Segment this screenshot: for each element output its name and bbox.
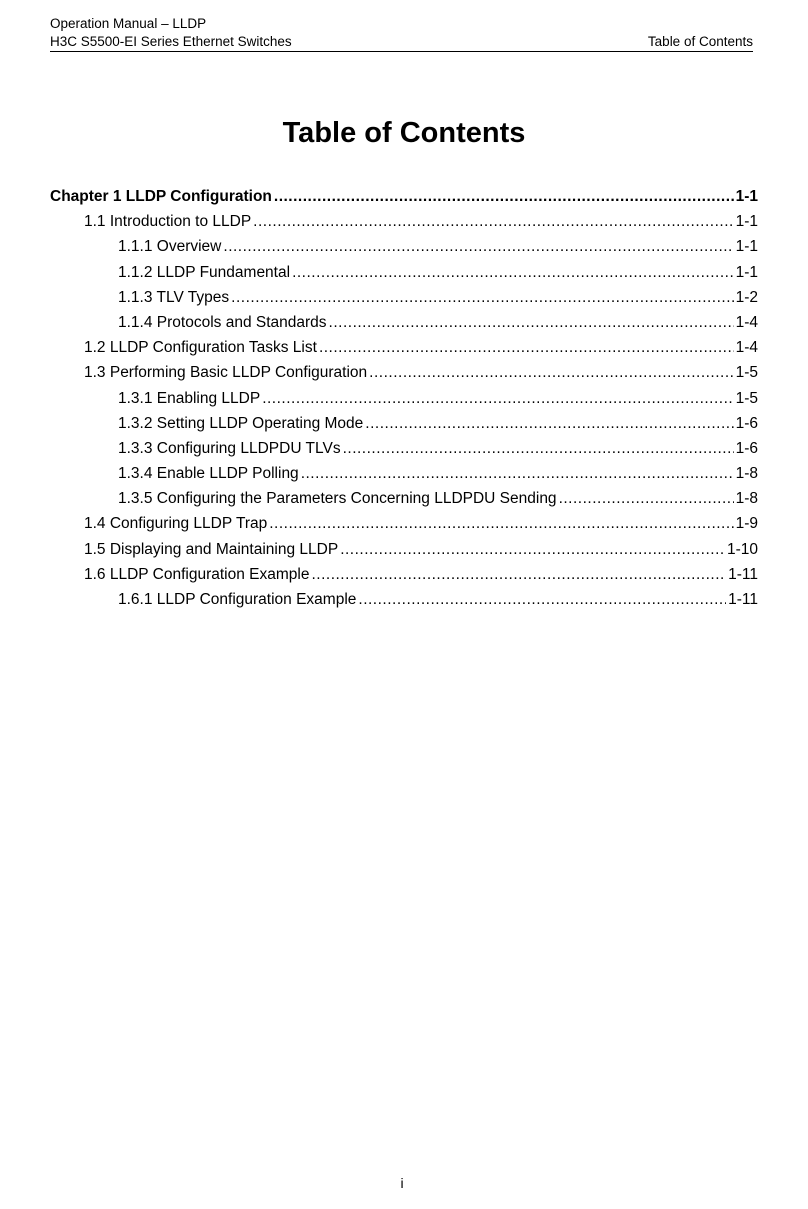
toc-dot-leader xyxy=(329,314,734,332)
toc-entry[interactable] xyxy=(50,238,758,263)
toc-entry[interactable] xyxy=(50,364,758,389)
toc-entry-label: 1.3.5 Configuring the Parameters Concerning LLDPDU Sending xyxy=(118,490,557,508)
header-section-name: Table of Contents xyxy=(647,34,753,49)
toc-dot-leader xyxy=(343,440,734,458)
toc-entry[interactable] xyxy=(50,213,758,238)
table-of-contents xyxy=(50,188,758,616)
toc-entry-page: 1-1 xyxy=(735,188,758,205)
toc-entry[interactable] xyxy=(50,264,758,289)
toc-dot-leader xyxy=(365,415,733,433)
toc-entry-page: 1-4 xyxy=(735,339,758,357)
toc-entry-page: 1-1 xyxy=(735,238,758,256)
toc-entry-page: 1-2 xyxy=(735,288,758,306)
page-header xyxy=(50,15,753,52)
toc-entry[interactable] xyxy=(50,465,758,490)
toc-entry-label: 1.1.3 TLV Types xyxy=(118,288,230,306)
toc-dot-leader xyxy=(223,238,733,256)
toc-entry-label: 1.3 Performing Basic LLDP Configuration xyxy=(84,364,368,382)
toc-entry-page: 1-6 xyxy=(735,414,758,432)
toc-dot-leader xyxy=(358,591,726,609)
toc-entry[interactable] xyxy=(50,591,758,616)
header-manual-title: Operation Manual – LLDP xyxy=(50,16,207,31)
toc-dot-leader xyxy=(301,465,734,483)
toc-entry[interactable] xyxy=(50,490,758,515)
toc-entry-label: 1.1.1 Overview xyxy=(118,238,222,256)
toc-entry[interactable] xyxy=(50,415,758,440)
toc-entry[interactable] xyxy=(50,188,758,213)
toc-entry-label: 1.6 LLDP Configuration Example xyxy=(84,565,310,583)
toc-entry[interactable] xyxy=(50,314,758,339)
toc-entry[interactable] xyxy=(50,339,758,364)
toc-entry-page: 1-10 xyxy=(726,540,758,558)
toc-entry[interactable] xyxy=(50,289,758,314)
toc-entry-label: 1.3.4 Enable LLDP Polling xyxy=(118,465,299,483)
toc-entry-page: 1-1 xyxy=(735,263,758,281)
toc-entry-label: 1.3.2 Setting LLDP Operating Mode xyxy=(118,414,364,432)
toc-dot-leader xyxy=(319,339,734,357)
toc-entry-page: 1-4 xyxy=(735,313,758,331)
toc-entry-label: 1.3.3 Configuring LLDPDU TLVs xyxy=(118,439,341,457)
toc-entry[interactable] xyxy=(50,515,758,540)
toc-entry-label: 1.3.1 Enabling LLDP xyxy=(118,389,261,407)
toc-entry-label: Chapter 1 LLDP Configuration xyxy=(50,188,272,205)
toc-entry-label: 1.2 LLDP Configuration Tasks List xyxy=(84,339,317,357)
toc-dot-leader xyxy=(274,188,734,206)
header-product-name: H3C S5500-EI Series Ethernet Switches xyxy=(50,34,292,49)
toc-entry-page: 1-1 xyxy=(735,213,758,231)
toc-entry-label: 1.1.2 LLDP Fundamental xyxy=(118,263,291,281)
toc-dot-leader xyxy=(559,490,734,508)
toc-entry-page: 1-9 xyxy=(735,515,758,533)
toc-dot-leader xyxy=(231,289,733,307)
toc-entry-page: 1-8 xyxy=(735,465,758,483)
page-title: Table of Contents xyxy=(282,117,526,149)
toc-dot-leader xyxy=(340,541,725,559)
toc-entry-page: 1-6 xyxy=(735,439,758,457)
toc-entry[interactable] xyxy=(50,390,758,415)
toc-entry-page: 1-11 xyxy=(728,565,758,583)
toc-entry-page: 1-11 xyxy=(728,591,758,608)
toc-entry-label: 1.5 Displaying and Maintaining LLDP xyxy=(84,540,339,558)
toc-entry-page: 1-5 xyxy=(735,389,758,407)
toc-entry-page: 1-8 xyxy=(735,490,758,508)
toc-entry-label: 1.1 Introduction to LLDP xyxy=(84,213,252,231)
toc-entry[interactable] xyxy=(50,541,758,566)
toc-entry-label: 1.4 Configuring LLDP Trap xyxy=(84,515,268,533)
toc-entry-label: 1.6.1 LLDP Configuration Example xyxy=(118,591,357,608)
toc-entry[interactable] xyxy=(50,440,758,465)
toc-dot-leader xyxy=(262,390,733,408)
toc-dot-leader xyxy=(311,566,726,584)
page-number: i xyxy=(400,1175,404,1191)
toc-dot-leader xyxy=(369,364,733,382)
toc-dot-leader xyxy=(253,213,733,231)
toc-dot-leader xyxy=(269,515,733,533)
toc-entry[interactable] xyxy=(50,566,758,591)
toc-entry-page: 1-5 xyxy=(735,364,758,382)
toc-entry-label: 1.1.4 Protocols and Standards xyxy=(118,313,327,331)
toc-dot-leader xyxy=(292,264,734,282)
